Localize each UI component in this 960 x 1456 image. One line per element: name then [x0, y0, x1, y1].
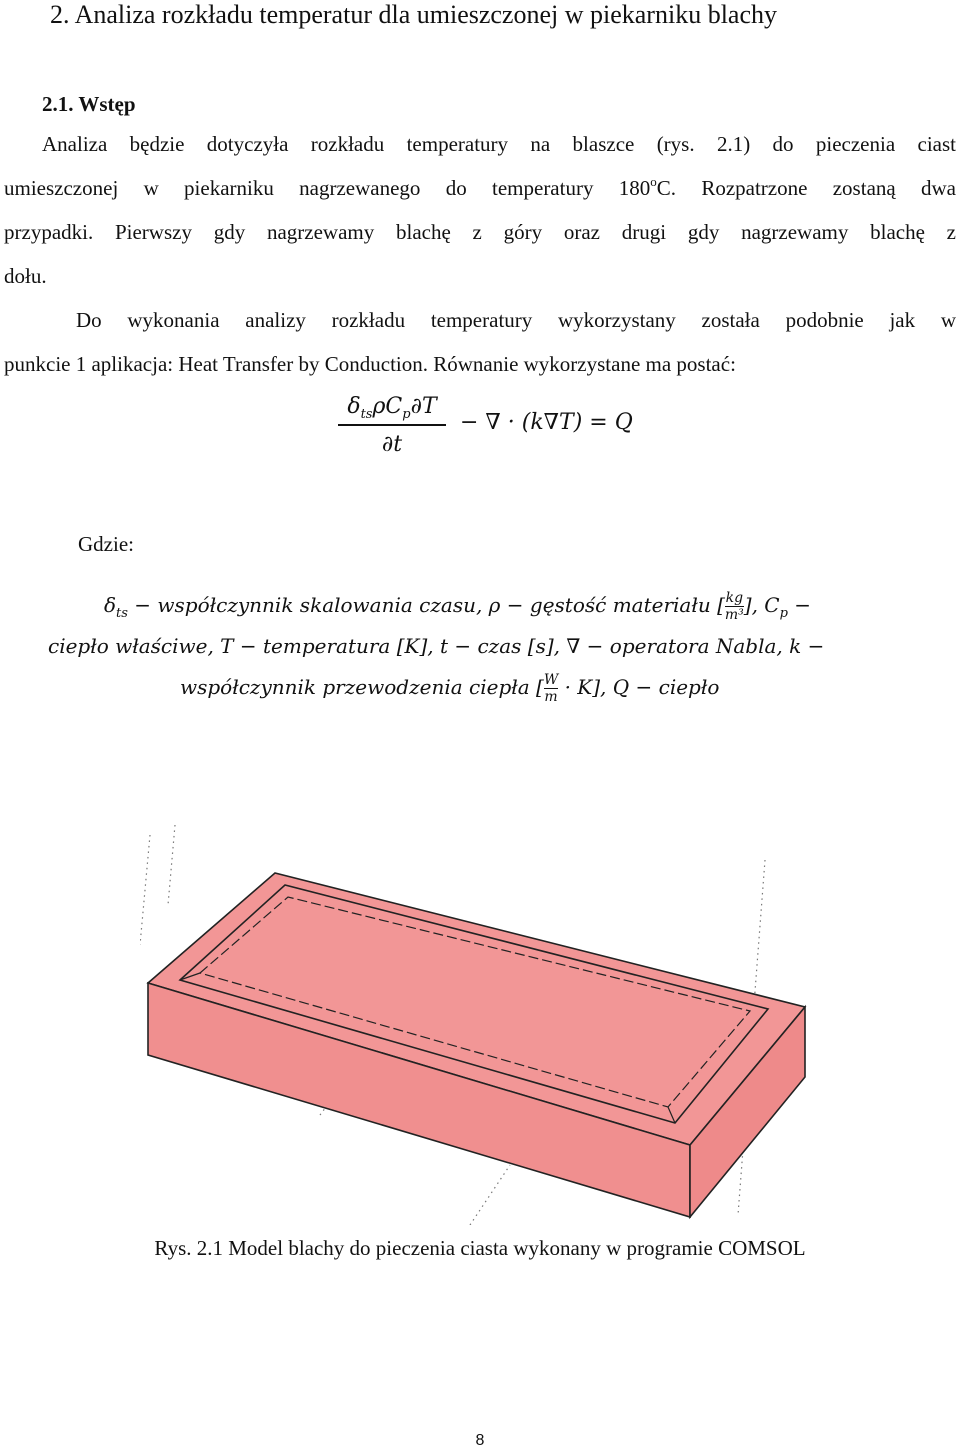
intro-line-2-text: umieszczonej w piekarniku nagrzewanego do temperatury 180: [4, 176, 651, 200]
density-unit-denominator: m³: [724, 607, 744, 623]
definition-line-2: ciepło właściwe, T − temperatura [K], t − czas [s], ∇ − operatora Nabla, k −: [48, 634, 825, 658]
method-paragraph: [4, 298, 956, 386]
delta-subscript: ts: [360, 407, 373, 422]
intro-line-2: [4, 166, 956, 210]
def-delta: δ: [104, 593, 117, 617]
equation-denominator: ∂t: [381, 432, 403, 457]
def-conductivity: współczynnik przewodzenia ciepła [: [180, 675, 544, 699]
conductivity-unit-denominator: m: [544, 689, 558, 705]
section-heading: 2. Analiza rozkładu temperatur dla umieszczonej w piekarniku blachy: [50, 0, 777, 29]
where-label: Gdzie:: [78, 532, 134, 556]
def-heat: · K], Q − ciepło: [558, 675, 720, 699]
conductivity-unit-fraction: [544, 672, 558, 705]
equation-fraction: [338, 392, 446, 460]
definition-line-3: [180, 672, 719, 705]
def-cp-subscript: p: [779, 606, 788, 621]
method-line-1: Do wykonania analizy rozkładu temperatury wykorzystany została podobnie jak w: [76, 308, 956, 332]
heat-equation: [320, 392, 640, 462]
page-number: 8: [475, 1432, 485, 1449]
degree-superscript: o: [650, 174, 657, 189]
partial-t-numerator: ∂T: [410, 394, 437, 419]
density-unit-numerator: kg: [725, 590, 744, 606]
equation-right-side: − ∇ · (k∇T) = Q: [460, 410, 633, 435]
subsection-heading: 2.1. Wstęp: [42, 92, 136, 116]
def-delta-subscript: ts: [116, 606, 128, 621]
def-cp-dash: −: [787, 593, 812, 617]
intro-line-3: przypadki. Pierwszy gdy nagrzewamy blachę z góry oraz drugi gdy nagrzewamy blachę z: [4, 220, 956, 244]
def-time-scale-density: − współczynnik skalowania czasu, ρ − gęstość materiału [: [127, 593, 725, 617]
intro-line-4: dołu.: [4, 264, 47, 288]
delta-symbol: δ: [347, 394, 361, 419]
rho-cp: ρC: [372, 394, 403, 419]
equation-numerator: [338, 392, 446, 422]
conductivity-unit-numerator: W: [543, 672, 559, 688]
intro-line-2-end: C. Rozpatrzone zostaną dwa: [656, 176, 956, 200]
fraction-bar: [338, 424, 446, 426]
baking-tray-model-figure: [140, 825, 830, 1225]
intro-line-1: Analiza będzie dotyczyła rozkładu temperatury na blaszce (rys. 2.1) do pieczenia ciast: [42, 132, 956, 156]
intro-paragraph: [4, 122, 956, 298]
method-line-2: punkcie 1 aplikacja: Heat Transfer by Conduction. Równanie wykorzystane ma postać:: [4, 352, 736, 376]
def-cp: ], C: [743, 593, 780, 617]
density-unit-fraction: [725, 590, 744, 623]
figure-caption: Rys. 2.1 Model blachy do pieczenia ciasta wykonany w programie COMSOL: [154, 1236, 806, 1260]
cp-subscript: p: [402, 407, 411, 422]
definition-line-1: [104, 590, 811, 623]
